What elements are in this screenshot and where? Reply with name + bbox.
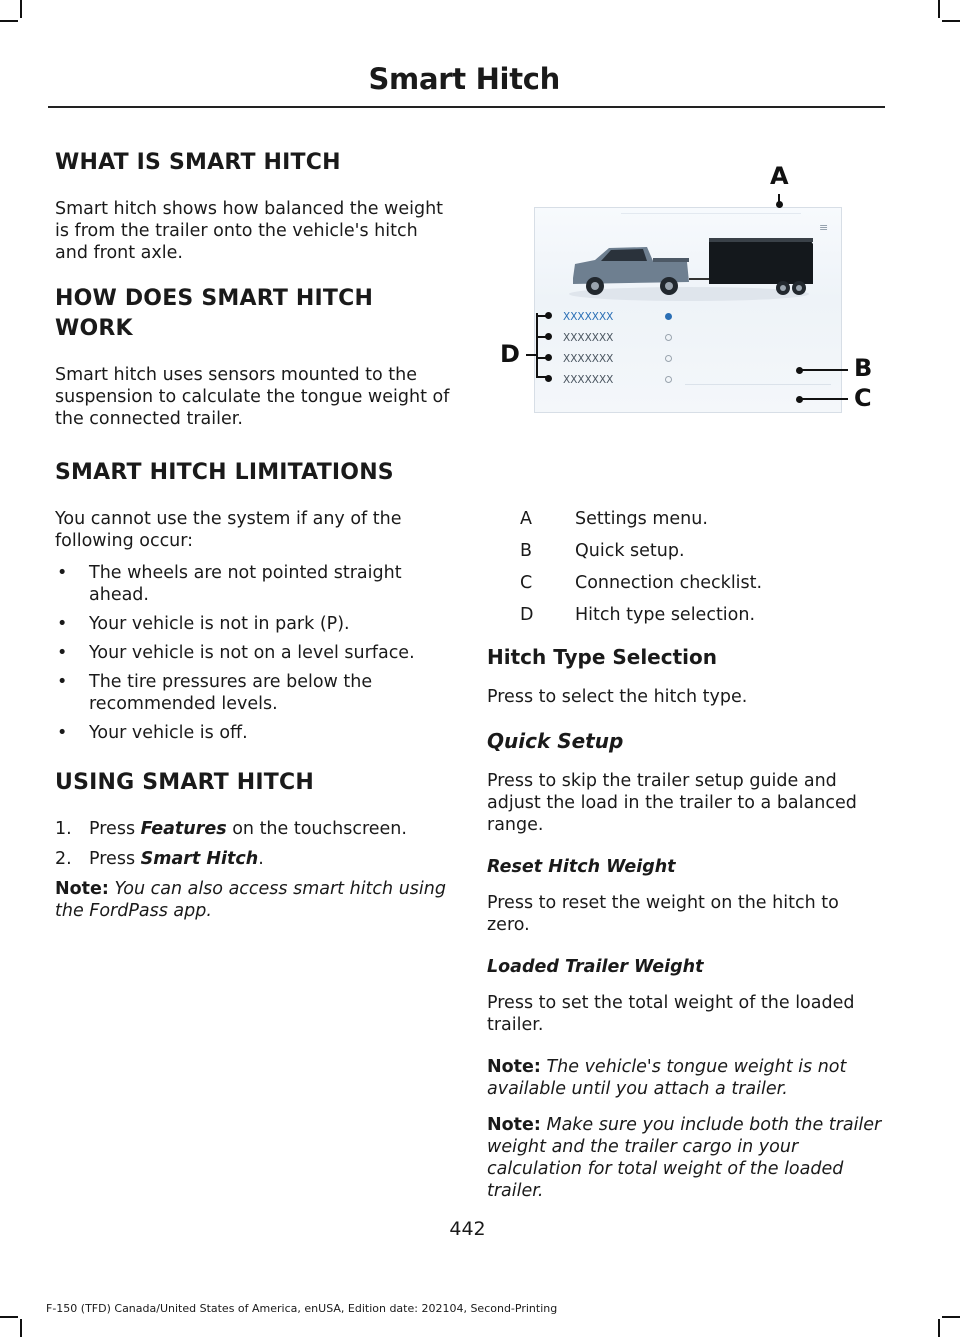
step-item (55, 848, 450, 870)
callout-leader (536, 357, 546, 359)
list-item: • The tire pressures are below the recommended levels. (55, 671, 450, 715)
page-number: 442 (449, 1218, 486, 1240)
callout-leader (778, 194, 780, 202)
legend-row (487, 572, 887, 594)
legend-row (487, 540, 887, 562)
list-item: • Your vehicle is off. (55, 722, 450, 744)
hitch-type-list (563, 308, 833, 392)
body-paragraph: Press to select the hitch type. (487, 687, 748, 707)
body-paragraph: You cannot use the system if any of the following occur: (55, 509, 402, 551)
legend-key: B (520, 541, 533, 561)
item-heading: Reset Hitch Weight (487, 857, 676, 877)
radio-icon[interactable] (665, 355, 672, 362)
section-heading: HOW DOES SMART HITCH WORK (55, 286, 374, 341)
radio-selected-icon[interactable] (665, 313, 672, 320)
crop-mark (938, 0, 940, 18)
crop-mark (20, 0, 22, 18)
step-text-pre: Press (89, 849, 141, 869)
section-heading: SMART HITCH LIMITATIONS (55, 460, 394, 485)
body-paragraph: Smart hitch uses sensors mounted to the suspension to calculate the tongue weight of the connected trailer. (55, 365, 450, 429)
note-label: Note: (55, 879, 109, 899)
touchscreen-illustration (534, 207, 842, 413)
smart-hitch-screen-figure (490, 160, 890, 420)
callout-leader (802, 398, 848, 400)
divider (621, 213, 801, 214)
legend-text: Quick setup. (575, 541, 685, 561)
callout-leader (802, 369, 848, 371)
subsection-heading: Hitch Type Selection (487, 645, 717, 669)
divider (685, 384, 831, 385)
callout-dot (545, 333, 552, 340)
step-text-pre: Press (89, 819, 141, 839)
crop-mark (0, 1316, 18, 1318)
step-text (89, 848, 264, 870)
step-text (89, 818, 407, 840)
hitch-type-option[interactable] (563, 350, 833, 371)
body-paragraph: Smart hitch shows how balanced the weight is from the trailer onto the vehicle's hitch and front axle. (55, 199, 444, 263)
right-column (487, 508, 887, 1222)
legend-key: A (520, 509, 532, 529)
step-item (55, 818, 450, 840)
callout-dot (776, 201, 783, 208)
list-item: • Your vehicle is not on a level surface. (55, 642, 450, 664)
figure-legend (487, 508, 887, 626)
hitch-type-option[interactable] (563, 308, 833, 329)
hitch-type-option[interactable] (563, 371, 833, 392)
note (487, 1056, 887, 1100)
callout-leader (536, 376, 546, 378)
note-label: Note: (487, 1057, 541, 1077)
callout-leader (536, 336, 546, 338)
step-text-post: on the touchscreen. (226, 819, 407, 839)
callout-b: B (854, 354, 873, 382)
section-heading: WHAT IS SMART HITCH (55, 150, 341, 175)
left-column (55, 148, 450, 942)
hitch-type-label: XXXXXXX (563, 353, 614, 365)
step-emphasis: Features (140, 819, 227, 839)
subsection-heading: Quick Setup (487, 729, 624, 753)
step-emphasis: Smart Hitch (140, 849, 259, 869)
legend-key: D (520, 605, 534, 625)
radio-icon[interactable] (665, 334, 672, 341)
legend-text: Hitch type selection. (575, 605, 756, 625)
steps-list (55, 818, 450, 870)
crop-mark (20, 1319, 22, 1337)
note-label: Note: (487, 1115, 541, 1135)
callout-d: D (500, 340, 520, 368)
callout-bracket (536, 313, 538, 377)
note (55, 878, 450, 922)
legend-text: Settings menu. (575, 509, 708, 529)
section-heading: USING SMART HITCH (55, 770, 314, 795)
callout-dot (545, 375, 552, 382)
callout-leader (526, 354, 536, 356)
legend-row (487, 508, 887, 530)
hitch-type-label: XXXXXXX (563, 374, 614, 386)
limitations-list (55, 562, 450, 744)
list-item: • The wheels are not pointed straight ahead. (55, 562, 450, 606)
edition-line: F-150 (TFD) Canada/United States of America, enUSA, Edition date: 202104, Second-Printing (46, 1302, 558, 1315)
note-text: The vehicle's tongue weight is not available until you attach a trailer. (487, 1057, 847, 1099)
item-heading: Loaded Trailer Weight (487, 957, 704, 977)
callout-dot (545, 354, 552, 361)
legend-row (487, 604, 887, 626)
menu-lines-icon[interactable]: ≡ (819, 221, 829, 234)
callout-a: A (770, 162, 789, 190)
list-item: • Your vehicle is not in park (P). (55, 613, 450, 635)
body-paragraph: Press to reset the weight on the hitch to zero. (487, 893, 839, 935)
legend-text: Connection checklist. (575, 573, 763, 593)
truck-trailer-image (569, 234, 819, 304)
body-paragraph: Press to skip the trailer setup guide and adjust the load in the trailer to a balanced range. (487, 771, 857, 835)
header-rule (48, 106, 885, 108)
callout-c: C (854, 384, 872, 412)
crop-mark (0, 20, 18, 22)
hitch-type-option[interactable] (563, 329, 833, 350)
body-paragraph: Press to set the total weight of the loaded trailer. (487, 993, 855, 1035)
crop-mark (942, 1316, 960, 1318)
radio-icon[interactable] (665, 376, 672, 383)
step-text-post: . (258, 849, 264, 869)
callout-dot (545, 312, 552, 319)
note-text: Make sure you include both the trailer weight and the trailer cargo in your calculation for total weight of the loaded trailer. (487, 1115, 882, 1201)
callout-leader (536, 315, 546, 317)
crop-mark (942, 20, 960, 22)
step-number: 2. (55, 849, 72, 869)
page-title: Smart Hitch (368, 62, 560, 96)
hitch-type-label: XXXXXXX (563, 311, 614, 323)
crop-mark (938, 1319, 940, 1337)
note (487, 1114, 887, 1202)
note-text: You can also access smart hitch using the FordPass app. (55, 879, 446, 921)
hitch-type-label: XXXXXXX (563, 332, 614, 344)
legend-key: C (520, 573, 533, 593)
step-number: 1. (55, 819, 72, 839)
